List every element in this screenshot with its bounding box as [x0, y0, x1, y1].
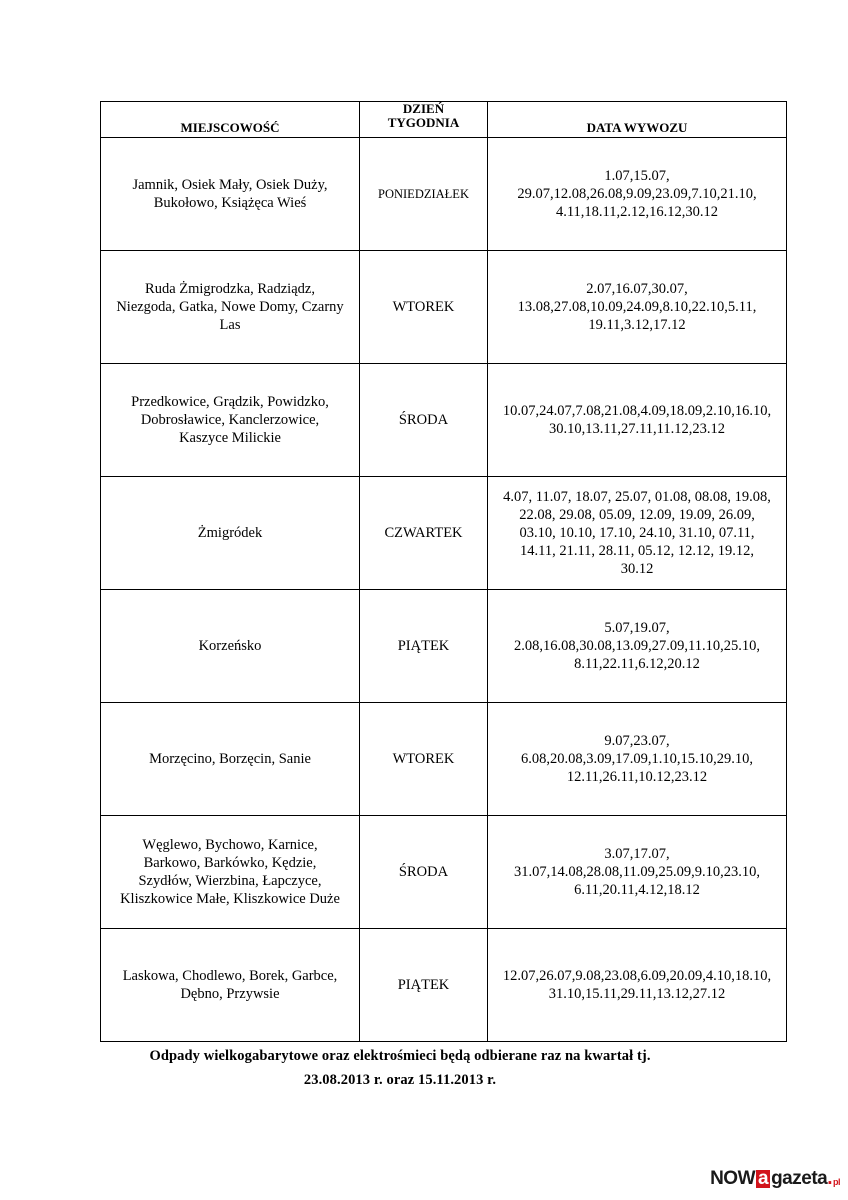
- dates-line: 4.07, 11.07, 18.07, 25.07, 01.08, 08.08, 19.08,: [503, 489, 771, 505]
- place-line: Bukołowo, Książęca Wieś: [153, 195, 307, 211]
- place-line: Morzęcino, Borzęcin, Sanie: [149, 751, 311, 767]
- dates-line: 5.07,19.07,: [604, 620, 670, 636]
- place-line: Korzeńsko: [198, 638, 262, 654]
- dates-line: 8.11,22.11,6.12,20.12: [574, 656, 700, 672]
- schedule-table: [100, 101, 787, 1042]
- bulky-waste-note: [0, 1044, 800, 1092]
- cell-dates: [488, 477, 787, 590]
- table-row: [101, 816, 787, 929]
- cell-day: WTOREK: [360, 251, 488, 364]
- dates-line: 22.08, 29.08, 05.09, 12.09, 19.09, 26.09,: [519, 507, 755, 523]
- place-line: Przedkowice, Grądzik, Powidzko,: [131, 394, 329, 410]
- dates-line: 03.10, 10.10, 17.10, 24.10, 31.10, 07.11,: [519, 525, 755, 541]
- dates-line: 1.07,15.07,: [604, 168, 670, 184]
- table-row: [101, 251, 787, 364]
- table-row: [101, 477, 787, 590]
- dates-line: 2.07,16.07,30.07,: [586, 281, 688, 297]
- dates-line: 31.07,14.08,28.08,11.09,25.09,9.10,23.10,: [514, 864, 760, 880]
- cell-day: PIĄTEK: [360, 929, 488, 1042]
- cell-place: [101, 138, 360, 251]
- place-line: Węglewo, Bychowo, Karnice,: [142, 837, 318, 853]
- cell-day: ŚRODA: [360, 816, 488, 929]
- dates-line: 14.11, 21.11, 28.11, 05.12, 12.12, 19.12,: [519, 543, 754, 559]
- dates-line: 2.08,16.08,30.08,13.09,27.09,11.10,25.10,: [514, 638, 760, 654]
- table-header-row: [101, 102, 787, 138]
- cell-dates: [488, 138, 787, 251]
- header-day: [360, 102, 488, 138]
- logo-part-dot: .: [827, 1168, 832, 1189]
- cell-place: [101, 703, 360, 816]
- place-line: Niezgoda, Gatka, Nowe Domy, Czarny: [116, 299, 344, 315]
- cell-place: [101, 477, 360, 590]
- table-row: [101, 138, 787, 251]
- note-line-1: Odpady wielkogabarytowe oraz elektrośmieci będą odbierane raz na kwartał tj.: [149, 1048, 651, 1064]
- table-row: [101, 703, 787, 816]
- cell-dates: [488, 703, 787, 816]
- cell-place: [101, 929, 360, 1042]
- logo-part-now: NOW: [710, 1168, 755, 1189]
- cell-place: [101, 364, 360, 477]
- dates-line: 6.08,20.08,3.09,17.09,1.10,15.10,29.10,: [521, 751, 753, 767]
- dates-line: 30.12: [620, 561, 654, 577]
- logo-part-gazeta: gazeta: [771, 1168, 828, 1189]
- dates-line: 12.07,26.07,9.08,23.08,6.09,20.09,4.10,18.10,: [502, 968, 772, 984]
- place-line: Jamnik, Osiek Mały, Osiek Duży,: [132, 177, 328, 193]
- header-day-line1: DZIEŃ: [402, 101, 445, 116]
- place-line: Dobrosławice, Kanclerzowice,: [140, 412, 320, 428]
- place-line: Kliszkowice Małe, Kliszkowice Duże: [120, 891, 340, 907]
- cell-dates: [488, 251, 787, 364]
- place-line: Szydłów, Wierzbina, Łapczyce,: [138, 873, 322, 889]
- dates-line: 6.11,20.11,4.12,18.12: [574, 882, 700, 898]
- place-line: Las: [219, 317, 241, 333]
- table-row: [101, 364, 787, 477]
- dates-line: 29.07,12.08,26.08,9.09,23.09,7.10,21.10,: [517, 186, 757, 202]
- place-line: Dębno, Przywsie: [180, 986, 280, 1002]
- cell-day: WTOREK: [360, 703, 488, 816]
- cell-day: CZWARTEK: [360, 477, 488, 590]
- dates-line: 19.11,3.12,17.12: [588, 317, 686, 333]
- dates-line: 10.07,24.07,7.08,21.08,4.09,18.09,2.10,16.10,: [502, 403, 772, 419]
- place-line: Żmigródek: [197, 525, 263, 541]
- place-line: Barkowo, Barkówko, Kędzie,: [143, 855, 317, 871]
- cell-dates: [488, 364, 787, 477]
- dates-line: 3.07,17.07,: [604, 846, 670, 862]
- cell-day: PONIEDZIAŁEK: [360, 138, 488, 251]
- table-row: [101, 590, 787, 703]
- header-dates: DATA WYWOZU: [488, 102, 787, 138]
- header-day-line2: TYGODNIA: [387, 115, 460, 130]
- cell-dates: [488, 929, 787, 1042]
- dates-line: 13.08,27.08,10.09,24.09,8.10,22.10,5.11,: [517, 299, 757, 315]
- table-row: [101, 929, 787, 1042]
- logo-part-pl: pl: [833, 1177, 840, 1187]
- dates-line: 4.11,18.11,2.12,16.12,30.12: [555, 204, 719, 220]
- place-line: Laskowa, Chodlewo, Borek, Garbce,: [122, 968, 338, 984]
- place-line: Ruda Żmigrodzka, Radziądz,: [145, 281, 315, 297]
- dates-line: 9.07,23.07,: [604, 733, 670, 749]
- cell-place: [101, 251, 360, 364]
- cell-place: [101, 590, 360, 703]
- nowa-gazeta-logo: [710, 1168, 840, 1190]
- dates-line: 30.10,13.11,27.11,11.12,23.12: [548, 421, 725, 437]
- cell-day: ŚRODA: [360, 364, 488, 477]
- logo-part-a: a: [758, 1168, 769, 1189]
- cell-dates: [488, 590, 787, 703]
- place-line: Kaszyce Milickie: [179, 430, 281, 446]
- note-line-2: 23.08.2013 r. oraz 15.11.2013 r.: [303, 1072, 497, 1088]
- dates-line: 31.10,15.11,29.11,13.12,27.12: [548, 986, 726, 1002]
- cell-dates: [488, 816, 787, 929]
- dates-line: 12.11,26.11,10.12,23.12: [566, 769, 708, 785]
- cell-place: [101, 816, 360, 929]
- header-place: MIEJSCOWOŚĆ: [101, 102, 360, 138]
- cell-day: PIĄTEK: [360, 590, 488, 703]
